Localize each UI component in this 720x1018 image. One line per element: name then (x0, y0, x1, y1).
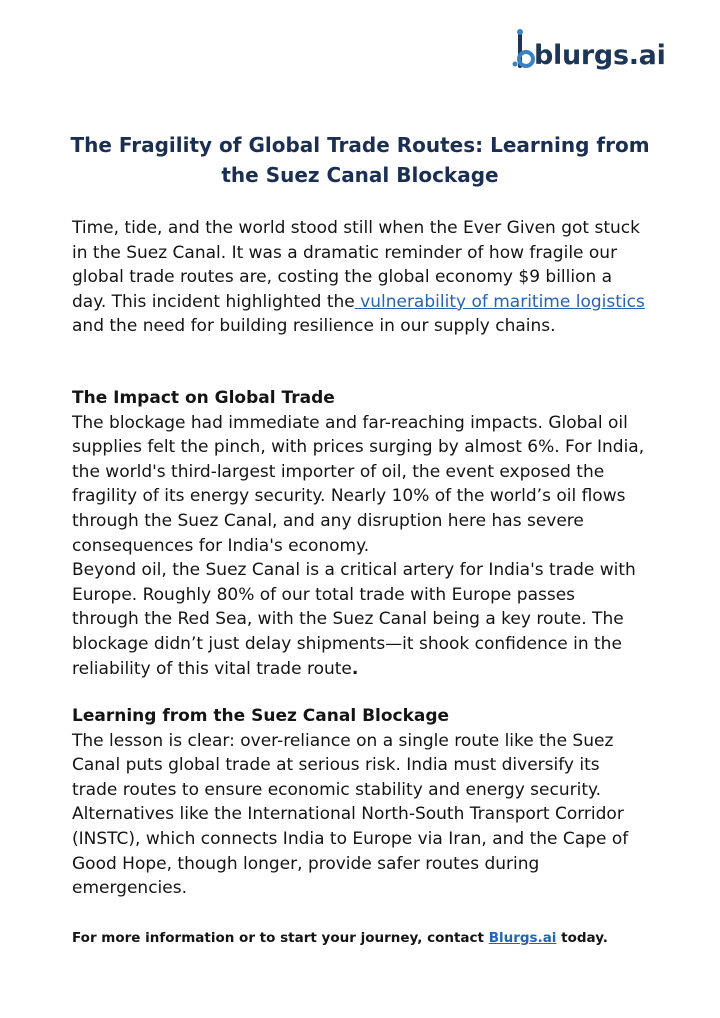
footer-text: For more information or to start your journey, contact (72, 930, 489, 946)
impact-paragraph-2 (72, 558, 647, 681)
brand-logo[interactable] (512, 28, 666, 74)
learning-paragraph: The lesson is clear: over-reliance on a single route like the Suez Canal puts global trade at serious risk. India must diversify its trade routes to ensure economic stability and energy security. Alternatives like the International North-South Transport Corridor (INSTC), which connects India to Europe via Iran, and the Cape of Good Hope, though longer, provide safer routes during emergencies. (72, 730, 629, 899)
logo-text: blurgs.ai (534, 40, 666, 71)
impact-section (72, 386, 647, 681)
footer-text-end: today. (556, 930, 608, 946)
intro-paragraph (72, 216, 647, 339)
impact-paragraph-1: The blockage had immediate and far-reaching impacts. Global oil supplies felt the pinch, with prices surging by almost 6%. For India, the world's third-largest importer of oil, the event exposed the fragility of its energy security. Nearly 10% of the world’s oil flows through the Suez Canal, and any disruption here has severe consequences for India's economy. (72, 412, 645, 556)
impact-paragraph-2-text: Beyond oil, the Suez Canal is a critical artery for India's trade with Europe. Roughly 80% of our total trade with Europe passes through the Red Sea, with the Suez Canal being a key route. The blockage didn’t just delay shipments—it shook confidence in the reliability of this vital trade route (72, 560, 636, 679)
learning-section (72, 704, 647, 901)
impact-paragraph-2-end: . (351, 658, 359, 679)
vulnerability-link[interactable]: vulnerability of maritime logistics (354, 291, 645, 312)
intro-text-end: and the need for building resilience in our supply chains. (72, 316, 556, 337)
blurgs-contact-link[interactable]: Blurgs.ai (488, 930, 557, 946)
footer-cta (72, 928, 672, 948)
learning-heading: Learning from the Suez Canal Blockage (72, 706, 450, 726)
page-title: The Fragility of Global Trade Routes: Learning from the Suez Canal Blockage (70, 133, 650, 187)
intro-text: Time, tide, and the world stood still when the Ever Given got stuck in the Suez Canal. It was a dramatic reminder of how fragile our global trade routes are, costing the global economy $9 billion a day. This incident highlighted the (72, 218, 640, 312)
impact-heading: The Impact on Global Trade (72, 388, 335, 408)
